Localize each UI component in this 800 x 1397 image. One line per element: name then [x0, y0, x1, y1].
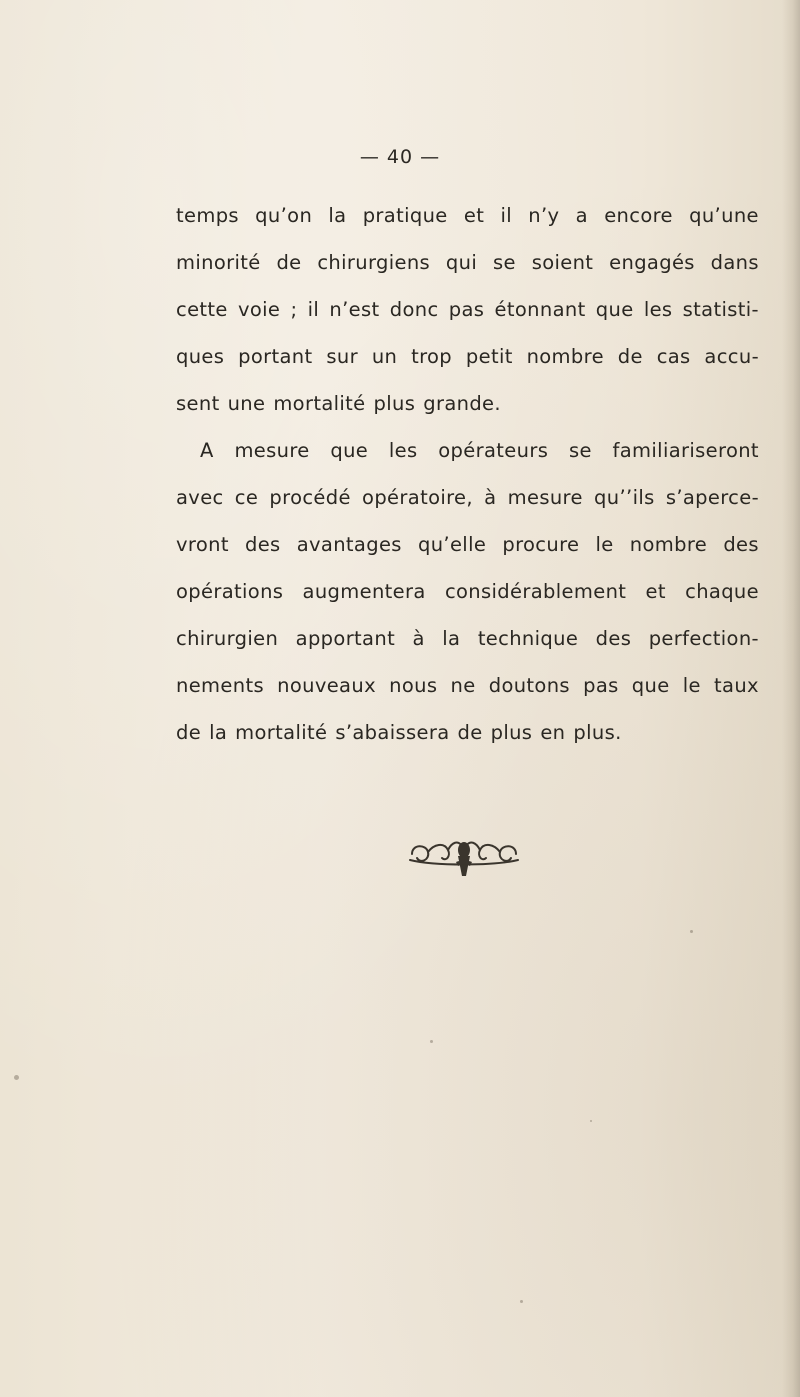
word: A [200, 439, 214, 462]
word: la [209, 721, 228, 744]
word: mortalité [273, 392, 366, 415]
word: mesure [234, 439, 310, 462]
word: opérateurs [438, 439, 549, 462]
word: ce [234, 486, 259, 509]
word: dans [710, 251, 759, 274]
word: mesure [507, 486, 583, 509]
word: avec [176, 486, 224, 509]
word: chaque [685, 580, 759, 603]
word: s’abaissera [335, 721, 450, 744]
word: mortalité [235, 721, 328, 744]
paper-speck [690, 930, 693, 933]
word: encore [604, 204, 673, 227]
word: de [176, 721, 202, 744]
word: et [463, 204, 485, 227]
word: des [595, 627, 632, 650]
word: considérablement [444, 580, 627, 603]
word: familiariseront [612, 439, 759, 462]
word: nous [389, 674, 438, 697]
word: un [371, 345, 398, 368]
word: les [643, 298, 673, 321]
word: cas [656, 345, 691, 368]
word: la [328, 204, 347, 227]
word: n’est [329, 298, 380, 321]
word: étonnant [494, 298, 586, 321]
word: vront [176, 533, 229, 556]
body-text [176, 196, 759, 760]
word: de [457, 721, 483, 744]
word: statisti- [682, 298, 759, 321]
text-line [176, 572, 759, 619]
word: sur [326, 345, 358, 368]
word: des [244, 533, 281, 556]
text-line [176, 525, 759, 572]
word: technique [477, 627, 579, 650]
word: voie [237, 298, 281, 321]
text-line [176, 713, 759, 760]
word: plus [490, 721, 533, 744]
word: plus. [573, 721, 622, 744]
word: nombre [526, 345, 604, 368]
text-line [176, 431, 759, 478]
word: apportant [295, 627, 396, 650]
word: perfection- [648, 627, 759, 650]
word: petit [465, 345, 513, 368]
text-line [176, 666, 759, 713]
word: une [227, 392, 266, 415]
fleuron-ornament-icon [404, 836, 524, 880]
word: sent [176, 392, 220, 415]
word: qu’’ils [594, 486, 655, 509]
word: temps [176, 204, 239, 227]
word: qu’une [689, 204, 759, 227]
word: la [442, 627, 461, 650]
word: de [617, 345, 643, 368]
word: nouveaux [277, 674, 376, 697]
word: il [307, 298, 320, 321]
word: accu- [704, 345, 759, 368]
word: qu’on [255, 204, 313, 227]
word: des [723, 533, 759, 556]
word: opératoire, [362, 486, 473, 509]
text-line [176, 337, 759, 384]
text-line [176, 196, 759, 243]
paper-speck [14, 1075, 19, 1080]
word: avantages [296, 533, 402, 556]
word: à [412, 627, 425, 650]
word: ; [290, 298, 298, 321]
paper-speck [590, 1120, 592, 1122]
word: les [388, 439, 418, 462]
word: à [484, 486, 497, 509]
word: portant [238, 345, 313, 368]
word: ne [450, 674, 476, 697]
word: nombre [629, 533, 708, 556]
word: minorité [176, 251, 261, 274]
word: s’aperce- [665, 486, 759, 509]
text-line [176, 478, 759, 525]
paper-speck [520, 1300, 523, 1303]
word: cette [176, 298, 228, 321]
word: procure [502, 533, 580, 556]
word: qui [445, 251, 478, 274]
word: procédé [269, 486, 351, 509]
word: il [500, 204, 513, 227]
word: que [631, 674, 670, 697]
text-line [176, 384, 759, 431]
text-line [176, 243, 759, 290]
word: se [568, 439, 592, 462]
word: que [595, 298, 634, 321]
page-number: — 40 — [359, 146, 441, 168]
word: que [330, 439, 369, 462]
word: chirurgiens [317, 251, 431, 274]
word: trop [411, 345, 453, 368]
word: se [492, 251, 516, 274]
word: a [575, 204, 588, 227]
word: le [682, 674, 701, 697]
page-edge-shadow [782, 0, 800, 1397]
word: grande. [423, 392, 501, 415]
word: chirurgien [176, 627, 279, 650]
word: engagés [609, 251, 695, 274]
word: taux [714, 674, 759, 697]
word: plus [373, 392, 416, 415]
word: et [645, 580, 666, 603]
word: pas [448, 298, 485, 321]
text-line [176, 290, 759, 337]
word: n’y [528, 204, 560, 227]
word: le [595, 533, 614, 556]
word: ques [176, 345, 225, 368]
text-line [176, 619, 759, 666]
word: de [276, 251, 302, 274]
word: en [540, 721, 566, 744]
word: nements [176, 674, 264, 697]
word: qu’elle [417, 533, 487, 556]
word: doutons [488, 674, 570, 697]
word: augmentera [302, 580, 426, 603]
paper-speck [430, 1040, 433, 1043]
word: pas [583, 674, 619, 697]
word: donc [389, 298, 439, 321]
word: soient [531, 251, 594, 274]
word: opérations [176, 580, 284, 603]
word: pratique [362, 204, 448, 227]
